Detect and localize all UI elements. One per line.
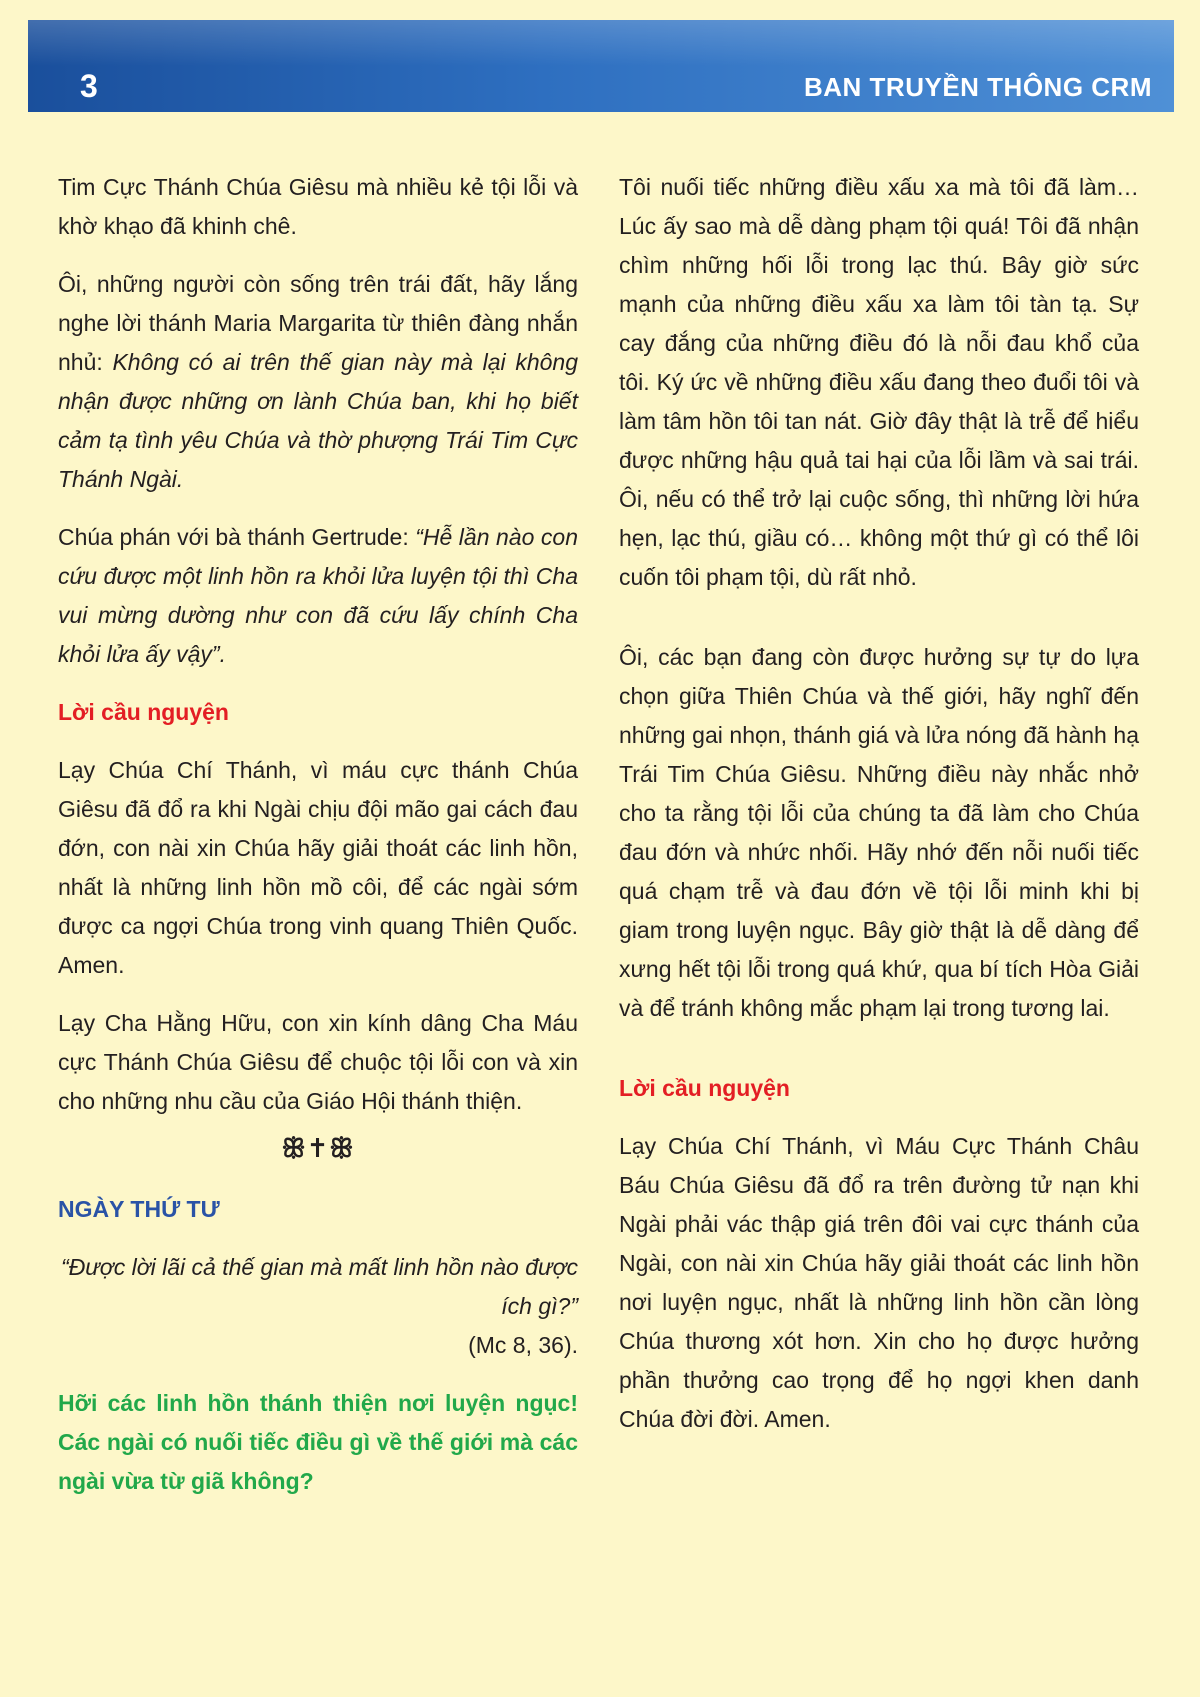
prayer-text: Lạy Chúa Chí Thánh, vì máu cực thánh Chúa Giêsu đã đổ ra khi Ngài chịu đội mão gai cách đau đớn, con nài xin Chúa hãy giải thoát các linh hồn, nhất là những linh hồn mồ côi, để các ngài sớm được ca ngợi Chúa trong vinh quang Thiên Quốc. Amen. bbox=[58, 757, 578, 978]
right-column bbox=[619, 168, 1139, 1439]
prayer-text: Lạy Chúa Chí Thánh, vì Máu Cực Thánh Châu Báu Chúa Giêsu đã đổ ra trên đường tử nạn khi Ngài phải vác thập giá trên đôi vai cực thánh của Ngài, con nài xin Chúa hãy giải thoát các linh hồn nơi luyện ngục, nhất là những linh hồn cần lòng Chúa thương xót hơn. Xin cho họ được hưởng phần thưởng cao trọng để họ ngợi khen danh Chúa đời đời. Amen. bbox=[619, 1133, 1139, 1432]
prayer-heading: Lời cầu nguyện bbox=[58, 699, 229, 725]
paragraph-intro: Tim Cực Thánh Chúa Giêsu mà nhiều kẻ tội lỗi và khờ khạo đã khinh chê. bbox=[58, 174, 578, 239]
scripture-reference: (Mc 8, 36). bbox=[468, 1332, 578, 1358]
page-number: 3 bbox=[80, 68, 98, 104]
scripture-quote: “Được lời lãi cả thế gian mà mất linh hồn nào được ích gì?” bbox=[60, 1254, 578, 1319]
paragraph-text: Ôi, những người còn sống trên trái đất, hãy lắng nghe lời thánh Maria Margarita từ thiên đàng nhắn nhủ: bbox=[58, 271, 578, 375]
paragraph-gertrude bbox=[58, 518, 578, 674]
day-title: NGÀY THỨ TƯ bbox=[58, 1196, 220, 1222]
page-header bbox=[28, 20, 1174, 112]
ornament-divider-icon: ꕥ✝ꕥ bbox=[281, 1133, 355, 1163]
italic-quote: Không có ai trên thế gian này mà lại không nhận được những ơn lành Chúa ban, khi họ biết cảm tạ tình yêu Chúa và thờ phượng Trái Tim Cực Thánh Ngài. bbox=[58, 349, 579, 492]
italic-quote: “Hễ lần nào con cứu được một linh hồn ra khỏi lửa luyện tội thì Cha vui mừng dường như con đã cứu lấy chính Cha khỏi lửa ấy vậy”. bbox=[58, 524, 578, 667]
header-highlight bbox=[28, 20, 1174, 66]
paragraph-exhortation: Ôi, các bạn đang còn được hưởng sự tự do lựa chọn giữa Thiên Chúa và thế giới, hãy nghĩ đến những gai nhọn, thánh giá và lửa nóng đã hành hạ Trái Tim Chúa Giêsu. Những điều này nhắc nhở cho ta rằng tội lỗi của chúng ta đã làm cho Chúa đau đớn và nhức nhối. Hãy nhớ đến nỗi nuối tiếc quá chạm trễ và đau đớn về tội lỗi minh khi bị giam trong luyện ngục. Bây giờ thật là dễ dàng để xưng hết tội lỗi trong quá khứ, qua bí tích Hòa Giải và để tránh không mắc phạm lại trong tương lai. bbox=[619, 644, 1139, 1021]
souls-question: Hỡi các linh hồn thánh thiện nơi luyện ngục! Các ngài có nuối tiếc điều gì về thế giới mà các ngài vừa từ giã không? bbox=[58, 1390, 578, 1494]
prayer-heading: Lời cầu nguyện bbox=[619, 1075, 790, 1101]
paragraph-text: Chúa phán với bà thánh Gertrude: bbox=[58, 524, 416, 550]
offering-text: Lạy Cha Hằng Hữu, con xin kính dâng Cha Máu cực Thánh Chúa Giêsu để chuộc tội lỗi con và xin cho những nhu cầu của Giáo Hội thánh thiện. bbox=[58, 1010, 578, 1114]
header-title: BAN TRUYỀN THÔNG CRM bbox=[804, 72, 1152, 102]
left-column bbox=[58, 168, 578, 1501]
paragraph-regret: Tôi nuối tiếc những điều xấu xa mà tôi đã làm… Lúc ấy sao mà dễ dàng phạm tội quá! Tôi đã nhận chìm những hối lỗi trong lạc thú. Bây giờ sức mạnh của những điều xấu xa làm tôi tàn tạ. Sự cay đắng của những điều đó là nỗi đau khổ của tôi. Ký ức về những điều xấu đang theo đuổi tôi và làm tâm hồn tôi tan nát. Giờ đây thật là trễ để hiểu được những hậu quả tai hại của lỗi lầm và sai trái. Ôi, nếu có thể trở lại cuộc sống, thì những lời hứa hẹn, lạc thú, giầu có… không một thứ gì có thể lôi cuốn tôi phạm tội, dù rất nhỏ. bbox=[619, 174, 1139, 590]
paragraph-margarita bbox=[58, 265, 578, 499]
